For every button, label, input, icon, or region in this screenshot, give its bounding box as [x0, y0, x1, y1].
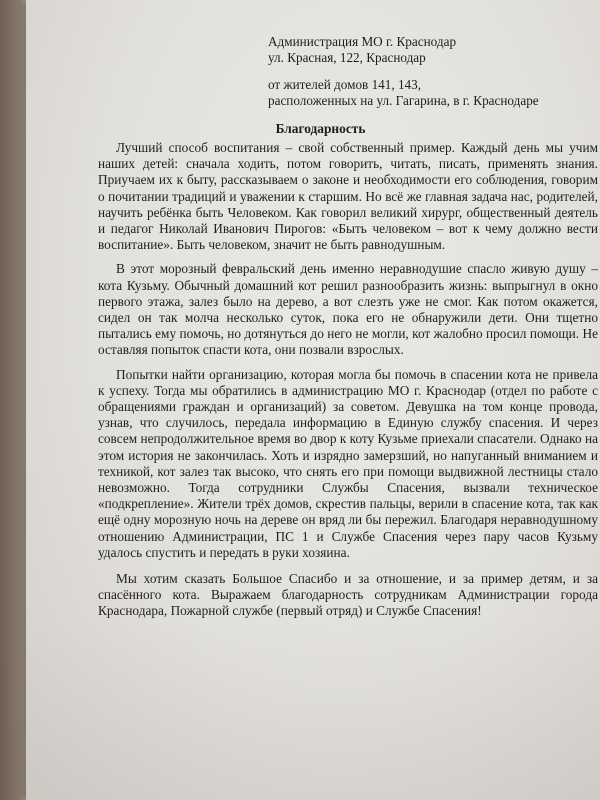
- paragraph: Мы хотим сказать Большое Спасибо и за отношение, и за пример детям, и за спасённого кота. Выражаем благодарность сотрудникам Администрации города Краснодара, Пожарной службе (первый отряд) и Службе Спасения!: [98, 571, 598, 619]
- paragraph: Попытки найти организацию, которая могла бы помочь в спасении кота не привела к успеху. Тогда мы обратились в администрацию МО г. Краснодар (отдел по работе с обращениями граждан и организаций) за советом. Девушка на том конце провода, узнав, что случилось, передала информацию в Единую службу спасения. И через совсем непродолжительное время во двор к коту Кузьме приехали спасатели. Однако на этом история не закончилась. Хоть и изрядно замерзший, но напуганный вниманием и техникой, кот залез так высоко, что снять его при помощи выдвижной лестницы стало невозможно. Тогда сотрудники Службы Спасения, вызвали техническое «подкрепление». Жители трёх домов, скрестив пальцы, верили в спасение кота, так как ещё одну морозную ночь на дереве он вряд ли бы пережил. Благодаря неравнодушному отношению Администрации, ПС 1 и Службе Спасения через пару часов Кузьму удалось спустить и передать в руки хозяина.: [98, 366, 598, 560]
- paragraph: В этот морозный февральский день именно неравнодушие спасло живую душу – кота Кузьму. Обычный домашний кот решил разнообразить жизнь: выпрыгнул в окно первого этажа, залез было на дерево, а вот слезть уже не смог. Как потом окажется, сидел он так молча несколько суток, пока его не обнаружили дети. Они тщетно пытались ему помочь, но дотянуться до него не могли, кот жалобно просил помощи. Не оставляя попыток спасти кота, они позвали взрослых.: [98, 261, 598, 358]
- sender-line: от жителей домов 141, 143,: [268, 77, 422, 92]
- addressee-block: [268, 34, 588, 108]
- paper-sheet: [26, 0, 600, 800]
- sender-location-line: расположенных на ул. Гагарина, в г. Краснодаре: [268, 92, 539, 108]
- letter-title: Благодарность: [275, 121, 366, 136]
- paragraph: Лучший способ воспитания – свой собственный пример. Каждый день мы учим наших детей: сначала ходить, потом говорить, читать, писать, применять знания. Приучаем их к быту, рассказываем о законе и необходимости его соблюдения, говорим о почитании традиций и уважении к старшим. Но всё же главная задача нас, родителей, научить ребёнка быть Человеком. Как говорил великий хирург, общественный деятель и педагог Николай Иванович Пирогов: «Быть человеком – вот к чему должно вести воспитание». Быть человеком, значит не быть равнодушным.: [98, 140, 598, 253]
- addressee-line: Администрация МО г. Краснодар: [268, 34, 457, 49]
- letter-document: [48, 0, 598, 800]
- address-line: ул. Красная, 122, Краснодар: [268, 49, 426, 65]
- letter-body: [98, 140, 598, 628]
